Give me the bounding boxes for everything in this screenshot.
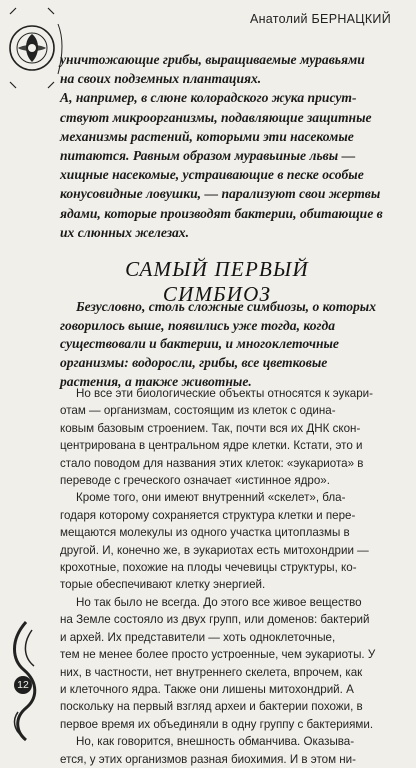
intro-line: питаются. Равным образом муравьиные львы — bbox=[60, 148, 356, 164]
lead-line: Безусловно, столь сложные симбиозы, о которых bbox=[76, 299, 377, 314]
body-line: ковым базовым строением. Так, почти вся их ДНК скон- bbox=[60, 421, 361, 435]
lead-paragraph bbox=[60, 298, 390, 392]
body-line: Кроме того, они имеют внутренний «скелет», бла- bbox=[76, 491, 346, 505]
intro-line: А, например, в слюне колорадского жука присут- bbox=[60, 90, 357, 106]
body-line: стало поводом для названия этих клеток: «эукариота» в bbox=[60, 456, 364, 470]
intro-line: механизмы растений, которыми эти насекомые bbox=[60, 128, 354, 144]
lead-line: организмы: водоросли, грибы, все цветковые bbox=[60, 355, 328, 371]
body-line: Но, как говорится, внешность обманчива. Оказыва- bbox=[76, 735, 355, 749]
body-line: ется, у этих организмов разная биохимия. И в этом ни- bbox=[60, 752, 357, 766]
body-line: и клеточного ядра. Также они лишены митохондрий. А bbox=[60, 682, 354, 696]
section-title: САМЫЙ ПЕРВЫЙ СИМБИОЗ bbox=[125, 257, 309, 306]
intro-line: их слюнных железах. bbox=[60, 224, 189, 240]
lead-line: говорилось выше, появились уже тогда, когда bbox=[60, 317, 336, 333]
lead-line: растения, а также животные. bbox=[60, 373, 252, 389]
body-line: крохотные, похожие на плоды чечевицы структуры, ко- bbox=[60, 561, 357, 575]
body-line: и архей. Их представители — хоть одноклеточные, bbox=[60, 630, 336, 644]
intro-line: конусовидные ловушки, — парализуют свои жертвы bbox=[60, 186, 381, 202]
body-line: переводе с греческого означает «истинное ядро». bbox=[60, 474, 330, 488]
body-line: первое время их объединяли в одну группу с бактериями. bbox=[60, 717, 374, 731]
body-line: на Земле состояло из двух групп, или доменов: бактерий bbox=[60, 613, 370, 627]
body-line: поскольку на первый взгляд археи и бактерии похожи, в bbox=[60, 700, 363, 714]
intro-line: на своих подземных плантациях. bbox=[60, 71, 262, 87]
lead-line: существовали и бактерии, и многоклеточные bbox=[60, 336, 339, 352]
body-line: отам — организмам, состоящим из клеток с одина- bbox=[60, 404, 336, 418]
body-line: них, в частности, нет внутреннего скелета, впрочем, как bbox=[60, 665, 363, 679]
running-header-author: Анатолий БЕРНАЦКИЙ bbox=[249, 12, 391, 26]
body-line: мещаются молекулы из одного участка цитоплазмы в bbox=[60, 526, 350, 540]
body-line: торые обеспечивают клетку энергией. bbox=[60, 578, 266, 592]
body-line: другой. И, конечно же, в эукариотах есть митохондрии — bbox=[60, 543, 369, 557]
page-number: 12 bbox=[14, 676, 32, 694]
intro-paragraph bbox=[60, 50, 390, 242]
body-line: Но так было не всегда. До этого все живое вещество bbox=[76, 595, 362, 609]
intro-line: ствуют микроорганизмы, подавляющие защитные bbox=[60, 109, 372, 125]
intro-line: хищные насекомые, устраивающие в песке особые bbox=[60, 167, 364, 183]
body-text bbox=[60, 385, 392, 768]
circular-emblem-icon bbox=[2, 4, 68, 100]
body-line: годаря которому сохраняется структура клетки и пере- bbox=[60, 508, 356, 522]
body-line: центрирована в центральном ядре клетки. Кстати, это и bbox=[60, 439, 363, 453]
intro-line: уничтожающие грибы, выращиваемые муравьями bbox=[60, 52, 365, 67]
intro-line: ядами, которые производят бактерии, обитающие в bbox=[60, 205, 383, 221]
body-line: тем не менее более просто устроенные, чем эукариоты. У bbox=[60, 648, 376, 662]
body-line: Но все эти биологические объекты относятся к эукари- bbox=[76, 387, 373, 400]
